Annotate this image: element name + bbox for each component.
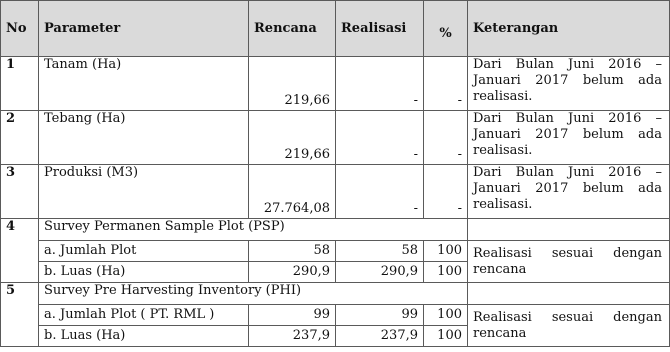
realisasi-cell: -	[336, 111, 424, 165]
parameter-cell: a. Jumlah Plot	[39, 241, 249, 262]
percent-cell: 100	[424, 262, 468, 283]
keterangan-line: Dari Bulan Juni 2016 –	[473, 57, 662, 72]
rencana-cell: 58	[249, 241, 336, 262]
section-title: Survey Pre Harvesting Inventory (PHI)	[39, 283, 468, 305]
percent-cell: -	[424, 165, 468, 219]
realisasi-cell: 290,9	[336, 262, 424, 283]
rencana-cell: 219,66	[249, 57, 336, 111]
keterangan-line: Januari 2017 belum ada	[473, 181, 662, 196]
percent-cell: -	[424, 111, 468, 165]
table-row	[1, 165, 670, 219]
header-no: No	[1, 1, 39, 57]
keterangan-line: Januari 2017 belum ada	[473, 127, 662, 142]
keterangan-line: Dari Bulan Juni 2016 –	[473, 165, 662, 180]
percent-cell: -	[424, 57, 468, 111]
realisasi-cell: 58	[336, 241, 424, 262]
table-row	[1, 111, 670, 165]
keterangan-cell	[468, 165, 670, 219]
keterangan-cell	[468, 111, 670, 165]
section-row	[1, 283, 670, 305]
keterangan-line: realisasi.	[473, 197, 533, 212]
sub-row	[1, 241, 670, 262]
keterangan-cell	[468, 241, 670, 283]
keterangan-line: Realisasi sesuai dengan	[473, 245, 662, 261]
parameter-cell: Tebang (Ha)	[39, 111, 249, 165]
keterangan-line: Januari 2017 belum ada	[473, 73, 662, 88]
header-row	[1, 1, 670, 57]
row-number: 2	[1, 111, 39, 165]
parameter-cell: b. Luas (Ha)	[39, 262, 249, 283]
rencana-cell: 237,9	[249, 326, 336, 347]
keterangan-line: rencana	[473, 261, 527, 277]
header-percent: %	[424, 1, 468, 57]
keterangan-line: realisasi.	[473, 143, 533, 158]
keterangan-line: Realisasi sesuai dengan	[473, 309, 662, 325]
section-row	[1, 219, 670, 241]
parameter-cell: a. Jumlah Plot ( PT. RML )	[39, 305, 249, 326]
header-rencana: Rencana	[249, 1, 336, 57]
keterangan-line: rencana	[473, 325, 527, 341]
percent-cell: 100	[424, 305, 468, 326]
keterangan-empty-cell	[468, 219, 670, 241]
percent-cell: 100	[424, 326, 468, 347]
realisasi-cell: -	[336, 57, 424, 111]
table-row	[1, 57, 670, 111]
row-number: 5	[1, 283, 39, 347]
realisasi-cell: -	[336, 165, 424, 219]
header-parameter: Parameter	[39, 1, 249, 57]
header-keterangan: Keterangan	[468, 1, 670, 57]
keterangan-line: realisasi.	[473, 89, 533, 104]
keterangan-empty-cell	[468, 283, 670, 305]
rencana-cell: 99	[249, 305, 336, 326]
rencana-cell: 219,66	[249, 111, 336, 165]
row-number: 4	[1, 219, 39, 283]
rencana-cell: 27.764,08	[249, 165, 336, 219]
parameter-cell: Produksi (M3)	[39, 165, 249, 219]
header-realisasi: Realisasi	[336, 1, 424, 57]
parameter-cell: Tanam (Ha)	[39, 57, 249, 111]
percent-cell: 100	[424, 241, 468, 262]
realisasi-cell: 237,9	[336, 326, 424, 347]
realisasi-cell: 99	[336, 305, 424, 326]
sub-row	[1, 305, 670, 326]
rencana-cell: 290,9	[249, 262, 336, 283]
keterangan-line: Dari Bulan Juni 2016 –	[473, 111, 662, 126]
keterangan-cell	[468, 57, 670, 111]
parameter-cell: b. Luas (Ha)	[39, 326, 249, 347]
section-title: Survey Permanen Sample Plot (PSP)	[39, 219, 468, 241]
row-number: 3	[1, 165, 39, 219]
keterangan-cell	[468, 305, 670, 347]
row-number: 1	[1, 57, 39, 111]
